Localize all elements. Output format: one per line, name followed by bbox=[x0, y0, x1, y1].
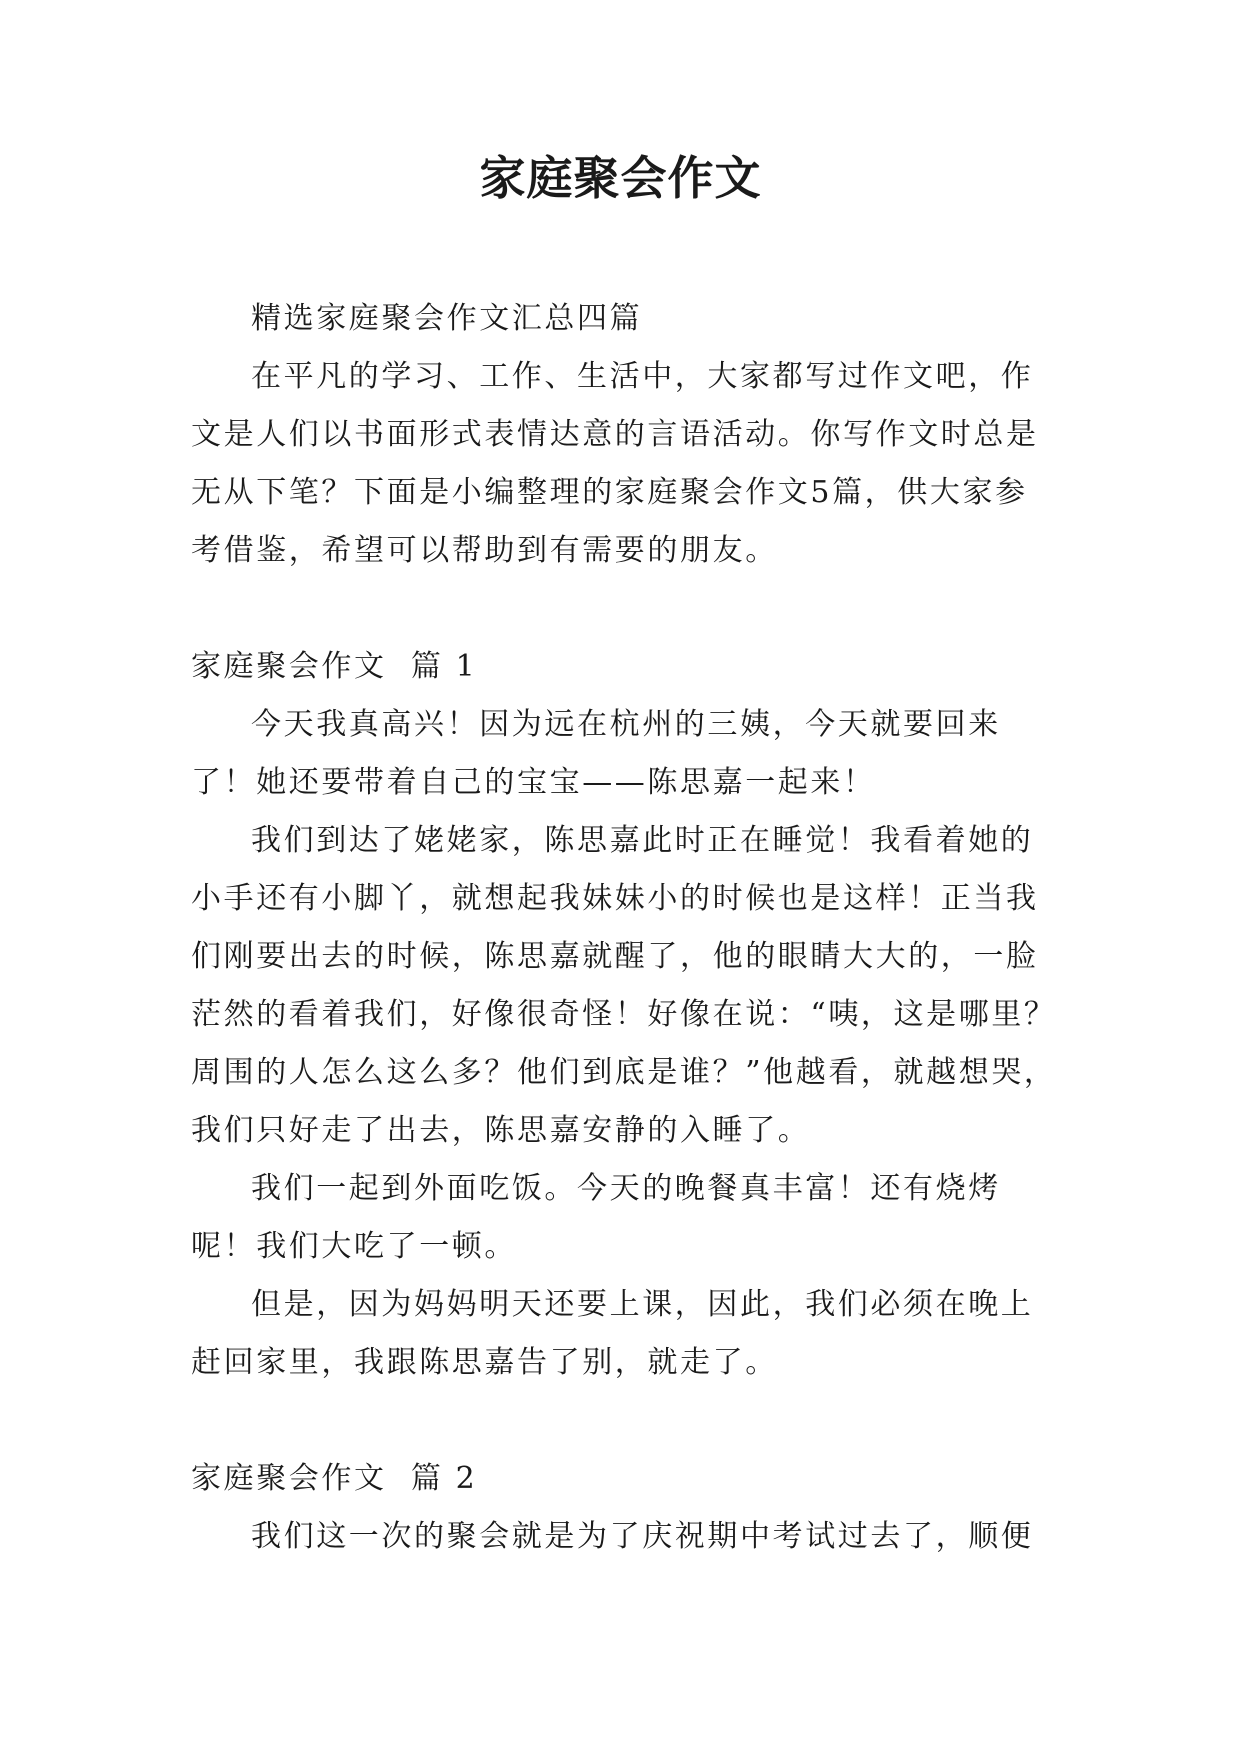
section-1-paragraph-4: 但是，因为妈妈明天还要上课，因此，我们必须在晚上赶回家里，我跟陈思嘉告了别，就走了。 bbox=[191, 1287, 1034, 1380]
section-heading-1: 家庭聚会作文 篇 1 bbox=[191, 649, 478, 684]
section-1-paragraph-2: 我们到达了姥姥家，陈思嘉此时正在睡觉！我看着她的小手还有小脚丫，就想起我妹妹小的时候也是这样！正当我们刚要出去的时候，陈思嘉就醒了，他的眼睛大大的，一脸茫然的看着我们，好像很奇怪！好像在说：“咦，这是哪里？周围的人怎么这么多？他们到底是谁？”他越看，就越想哭，我们只好走了出去，陈思嘉安静的入睡了。 bbox=[191, 823, 1057, 1148]
document-subtitle: 精选家庭聚会作文汇总四篇 bbox=[251, 301, 643, 336]
document-title: 家庭聚会作文 bbox=[479, 151, 762, 205]
intro-paragraph: 在平凡的学习、工作、生活中，大家都写过作文吧，作文是人们以书面形式表情达意的言语活动。你写作文时总是无从下笔？下面是小编整理的家庭聚会作文5篇，供大家参考借鉴，希望可以帮助到有需要的朋友。 bbox=[191, 359, 1039, 568]
section-1-paragraph-1: 今天我真高兴！因为远在杭州的三姨，今天就要回来了！她还要带着自己的宝宝——陈思嘉一起来！ bbox=[191, 707, 1001, 800]
section-1-paragraph-3: 我们一起到外面吃饭。今天的晚餐真丰富！还有烧烤呢！我们大吃了一顿。 bbox=[191, 1171, 1001, 1264]
section-2-paragraph-1: 我们这一次的聚会就是为了庆祝期中考试过去了，顺便 bbox=[251, 1519, 1034, 1554]
document-body bbox=[191, 290, 1059, 1566]
section-heading-2: 家庭聚会作文 篇 2 bbox=[191, 1461, 478, 1496]
